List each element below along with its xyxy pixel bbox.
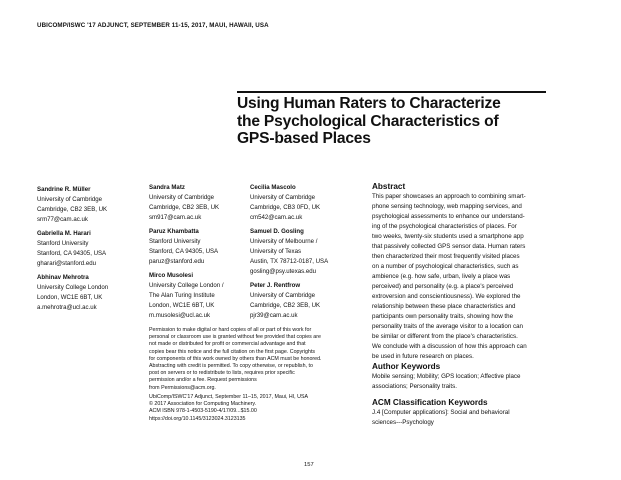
author-email: gosling@psy.utexas.edu bbox=[250, 268, 317, 275]
author-affiliation: University of Cambridge bbox=[250, 194, 316, 201]
author-address: London, WC1E 6BT, UK bbox=[37, 294, 103, 301]
author-name: Sandrine R. Müller bbox=[37, 186, 91, 193]
abstract-line: participants own personality traits, showing how the bbox=[372, 313, 514, 320]
classification-line: sciences---Psychology bbox=[372, 419, 434, 426]
author-email: srm77@cam.ac.uk bbox=[37, 216, 88, 223]
author-keywords-body bbox=[372, 372, 587, 392]
classification-line: J.4 [Computer applications]: Social and behavioral bbox=[372, 409, 510, 416]
abstract-line: be similar or different from the place's characteristics. bbox=[372, 333, 518, 340]
permission-line: copies bear this notice and the full citation on the first page. Copyrights bbox=[149, 348, 316, 355]
author-affiliation: Stanford University bbox=[149, 238, 201, 245]
abstract-line: be used in future research on places. bbox=[372, 353, 474, 360]
acm-classification-section bbox=[372, 398, 587, 428]
author-affiliation: University of Cambridge bbox=[37, 196, 103, 203]
author-name: Cecilia Mascolo bbox=[250, 184, 296, 191]
title-rule bbox=[237, 91, 546, 93]
author-email: sm917@cam.ac.uk bbox=[149, 214, 202, 221]
abstract-line: that passively collected GPS sensor data. Human raters bbox=[372, 243, 526, 250]
permission-notice bbox=[149, 327, 364, 392]
author-address: Cambridge, CB2 3EB, UK bbox=[250, 302, 321, 309]
title-line: the Psychological Characteristics of bbox=[237, 112, 499, 130]
abstract-line: This paper showcases an approach to combining smart- bbox=[372, 193, 526, 200]
permission-line: from Permissions@acm.org. bbox=[149, 384, 216, 391]
author-block bbox=[37, 185, 107, 225]
doi-link[interactable]: https://doi.org/10.1145/3123024.3123135 bbox=[149, 415, 246, 422]
paper-title bbox=[237, 95, 567, 148]
author-affiliation: University of Melbourne / bbox=[250, 238, 318, 245]
author-email: paruz@stanford.edu bbox=[149, 258, 205, 265]
author-address: London, WC1E 6BT, UK bbox=[149, 302, 215, 309]
permission-line: for components of this work owned by others than ACM must be honored. bbox=[149, 355, 322, 362]
author-affiliation: Stanford University bbox=[37, 240, 89, 247]
author-affiliation: The Alan Turing Institute bbox=[149, 292, 215, 299]
citation-line: ACM ISBN 978-1-4503-5190-4/17/09...$15.00 bbox=[149, 408, 257, 415]
author-address: Stanford, CA 94305, USA bbox=[149, 248, 219, 255]
citation-line: UbiComp/ISWC'17 Adjunct, September 11–15, 2017, Maui, HI, USA bbox=[149, 394, 309, 400]
author-affiliation: University of Cambridge bbox=[149, 194, 215, 201]
author-affiliation: University College London / bbox=[149, 282, 224, 289]
abstract-line: relationship between these place characteristics and bbox=[372, 303, 516, 310]
abstract-line: personality traits of the average visitor to a location can bbox=[372, 323, 523, 330]
abstract-line: extroversion and conscientiousness). We explored the bbox=[372, 293, 521, 300]
author-name: Sandra Matz bbox=[149, 184, 185, 191]
author-address: Austin, TX 78712-0187, USA bbox=[250, 258, 329, 265]
citation-line: © 2017 Association for Computing Machinery. bbox=[149, 401, 257, 408]
author-affiliation: University of Texas bbox=[250, 248, 302, 255]
abstract-line: perceived) and personality (e.g. a place's perceived bbox=[372, 283, 514, 290]
abstract-line: phone sensing technology, web mapping services, and bbox=[372, 203, 522, 210]
page-number: 157 bbox=[304, 462, 314, 468]
author-address: Stanford, CA 94305, USA bbox=[37, 250, 107, 257]
author-name: Gabriella M. Harari bbox=[37, 230, 91, 237]
author-affiliation: University of Cambridge bbox=[250, 292, 316, 299]
author-block bbox=[37, 229, 106, 269]
permission-line: personal or classroom use is granted without fee provided that copies are bbox=[149, 334, 321, 341]
author-block bbox=[250, 183, 320, 223]
abstract-section bbox=[372, 182, 587, 362]
abstract-line: two weeks, twenty-six students used a smartphone app bbox=[372, 233, 524, 240]
author-block bbox=[250, 281, 320, 321]
abstract-line: then characterized their most frequently visited places bbox=[372, 253, 520, 260]
author-address: Cambridge, CB2 3EB, UK bbox=[149, 204, 220, 211]
permission-line: not made or distributed for profit or commercial advantage and that bbox=[149, 341, 306, 348]
author-block bbox=[250, 227, 328, 277]
running-head: UBICOMP/ISWC '17 ADJUNCT, SEPTEMBER 11-15, 2017, MAUI, HAWAII, USA bbox=[37, 22, 269, 29]
title-line: Using Human Raters to Characterize bbox=[237, 95, 501, 112]
author-email: gharari@stanford.edu bbox=[37, 260, 97, 267]
author-name: Samuel D. Gosling bbox=[250, 228, 304, 235]
permission-line: Permission to make digital or hard copies of all or part of this work for bbox=[149, 327, 312, 333]
author-email: cm542@cam.ac.uk bbox=[250, 214, 303, 221]
author-keywords-heading: Author Keywords bbox=[372, 362, 441, 371]
author-name: Mirco Musolesi bbox=[149, 272, 194, 279]
author-block bbox=[149, 183, 219, 223]
author-affiliation: University College London bbox=[37, 284, 109, 291]
citation-block bbox=[149, 394, 364, 423]
permission-line: Abstracting with credit is permitted. To copy otherwise, or republish, to bbox=[149, 363, 313, 370]
author-email: m.musolesi@ucl.ac.uk bbox=[149, 312, 211, 319]
permission-line: permission and/or a fee. Request permissions bbox=[149, 377, 257, 384]
abstract-line: psychological assessments to enhance our understand- bbox=[372, 213, 525, 220]
author-name: Paruz Khambatta bbox=[149, 228, 199, 235]
keywords-line: Mobile sensing; Mobility; GPS location; Affective place bbox=[372, 373, 521, 380]
author-email: a.mehrotra@ucl.ac.uk bbox=[37, 304, 97, 311]
author-name: Abhinav Mehrotra bbox=[37, 274, 89, 281]
abstract-line: ing of the psychological characteristics of places. For bbox=[372, 223, 517, 230]
author-address: Cambridge, CB3 0FD, UK bbox=[250, 204, 321, 211]
author-email: pjr39@cam.ac.uk bbox=[250, 312, 298, 319]
acm-classification-body bbox=[372, 408, 587, 428]
abstract-line: We conclude with a discussion of how this approach can bbox=[372, 343, 527, 350]
author-block bbox=[149, 271, 224, 321]
abstract-heading: Abstract bbox=[372, 182, 406, 191]
keywords-line: associations; Personality traits. bbox=[372, 383, 457, 390]
abstract-line: on a number of psychological characteristics, such as bbox=[372, 263, 519, 270]
author-keywords-section bbox=[372, 362, 587, 392]
abstract-line: ambience (e.g. how safe, urban, lively a place was bbox=[372, 273, 511, 280]
abstract-body bbox=[372, 192, 587, 362]
author-address: Cambridge, CB2 3EB, UK bbox=[37, 206, 108, 213]
permission-line: post on servers or to redistribute to lists, requires prior specific bbox=[149, 370, 295, 377]
title-line: GPS-based Places bbox=[237, 130, 371, 147]
acm-classification-heading: ACM Classification Keywords bbox=[372, 398, 488, 407]
author-block bbox=[149, 227, 218, 267]
author-name: Peter J. Rentfrow bbox=[250, 282, 301, 289]
author-block bbox=[37, 273, 108, 313]
